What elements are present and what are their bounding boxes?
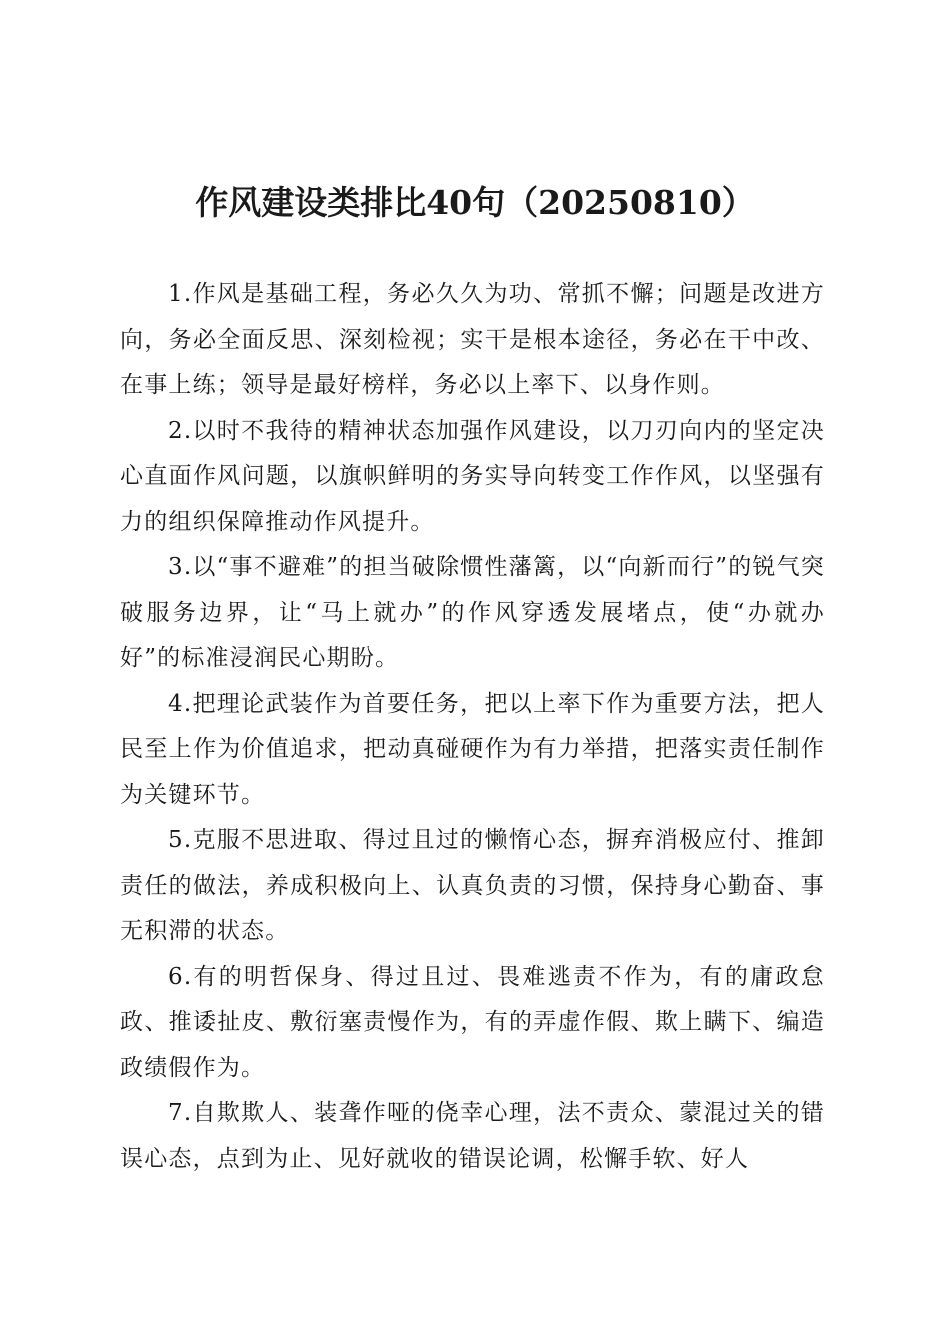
paragraph-3: 3.以“事不避难”的担当破除惯性藩篱，以“向新而行”的锐气突破服务边界，让“马上就办”的作风穿透发展堵点，使“办就办好”的标准浸润民心期盼。: [120, 554, 825, 671]
document-title: 作风建设类排比40句（20250810）: [195, 183, 755, 222]
paragraph-7: 7.自欺欺人、装聋作哑的侥幸心理，法不责众、蒙混过关的错误心态，点到为止、见好就收的错误论调，松懈手软、好人: [120, 1100, 825, 1172]
paragraph-1: 1.作风是基础工程，务必久久为功、常抓不懈；问题是改进方向，务必全面反思、深刻检视；实干是根本途径，务必在干中改、在事上练；领导是最好榜样，务必以上率下、以身作则。: [120, 281, 825, 398]
paragraph-2: 2.以时不我待的精神状态加强作风建设，以刀刃向内的坚定决心直面作风问题，以旗帜鲜明的务实导向转变工作作风，以坚强有力的组织保障推动作风提升。: [120, 417, 825, 535]
paragraph-6: 6.有的明哲保身、得过且过、畏难逃责不作为，有的庸政怠政、推诿扯皮、敷衍塞责慢作为，有的弄虚作假、欺上瞒下、编造政绩假作为。: [120, 963, 825, 1081]
paragraph-4: 4.把理论武装作为首要任务，把以上率下作为重要方法，把人民至上作为价值追求，把动真碰硬作为有力举措，把落实责任制作为关键环节。: [120, 690, 825, 808]
paragraph-5: 5.克服不思进取、得过且过的懒惰心态，摒弃消极应付、推卸责任的做法，养成积极向上、认真负责的习惯，保持身心勤奋、事无积滞的状态。: [120, 827, 825, 944]
document-body: [120, 272, 825, 1182]
